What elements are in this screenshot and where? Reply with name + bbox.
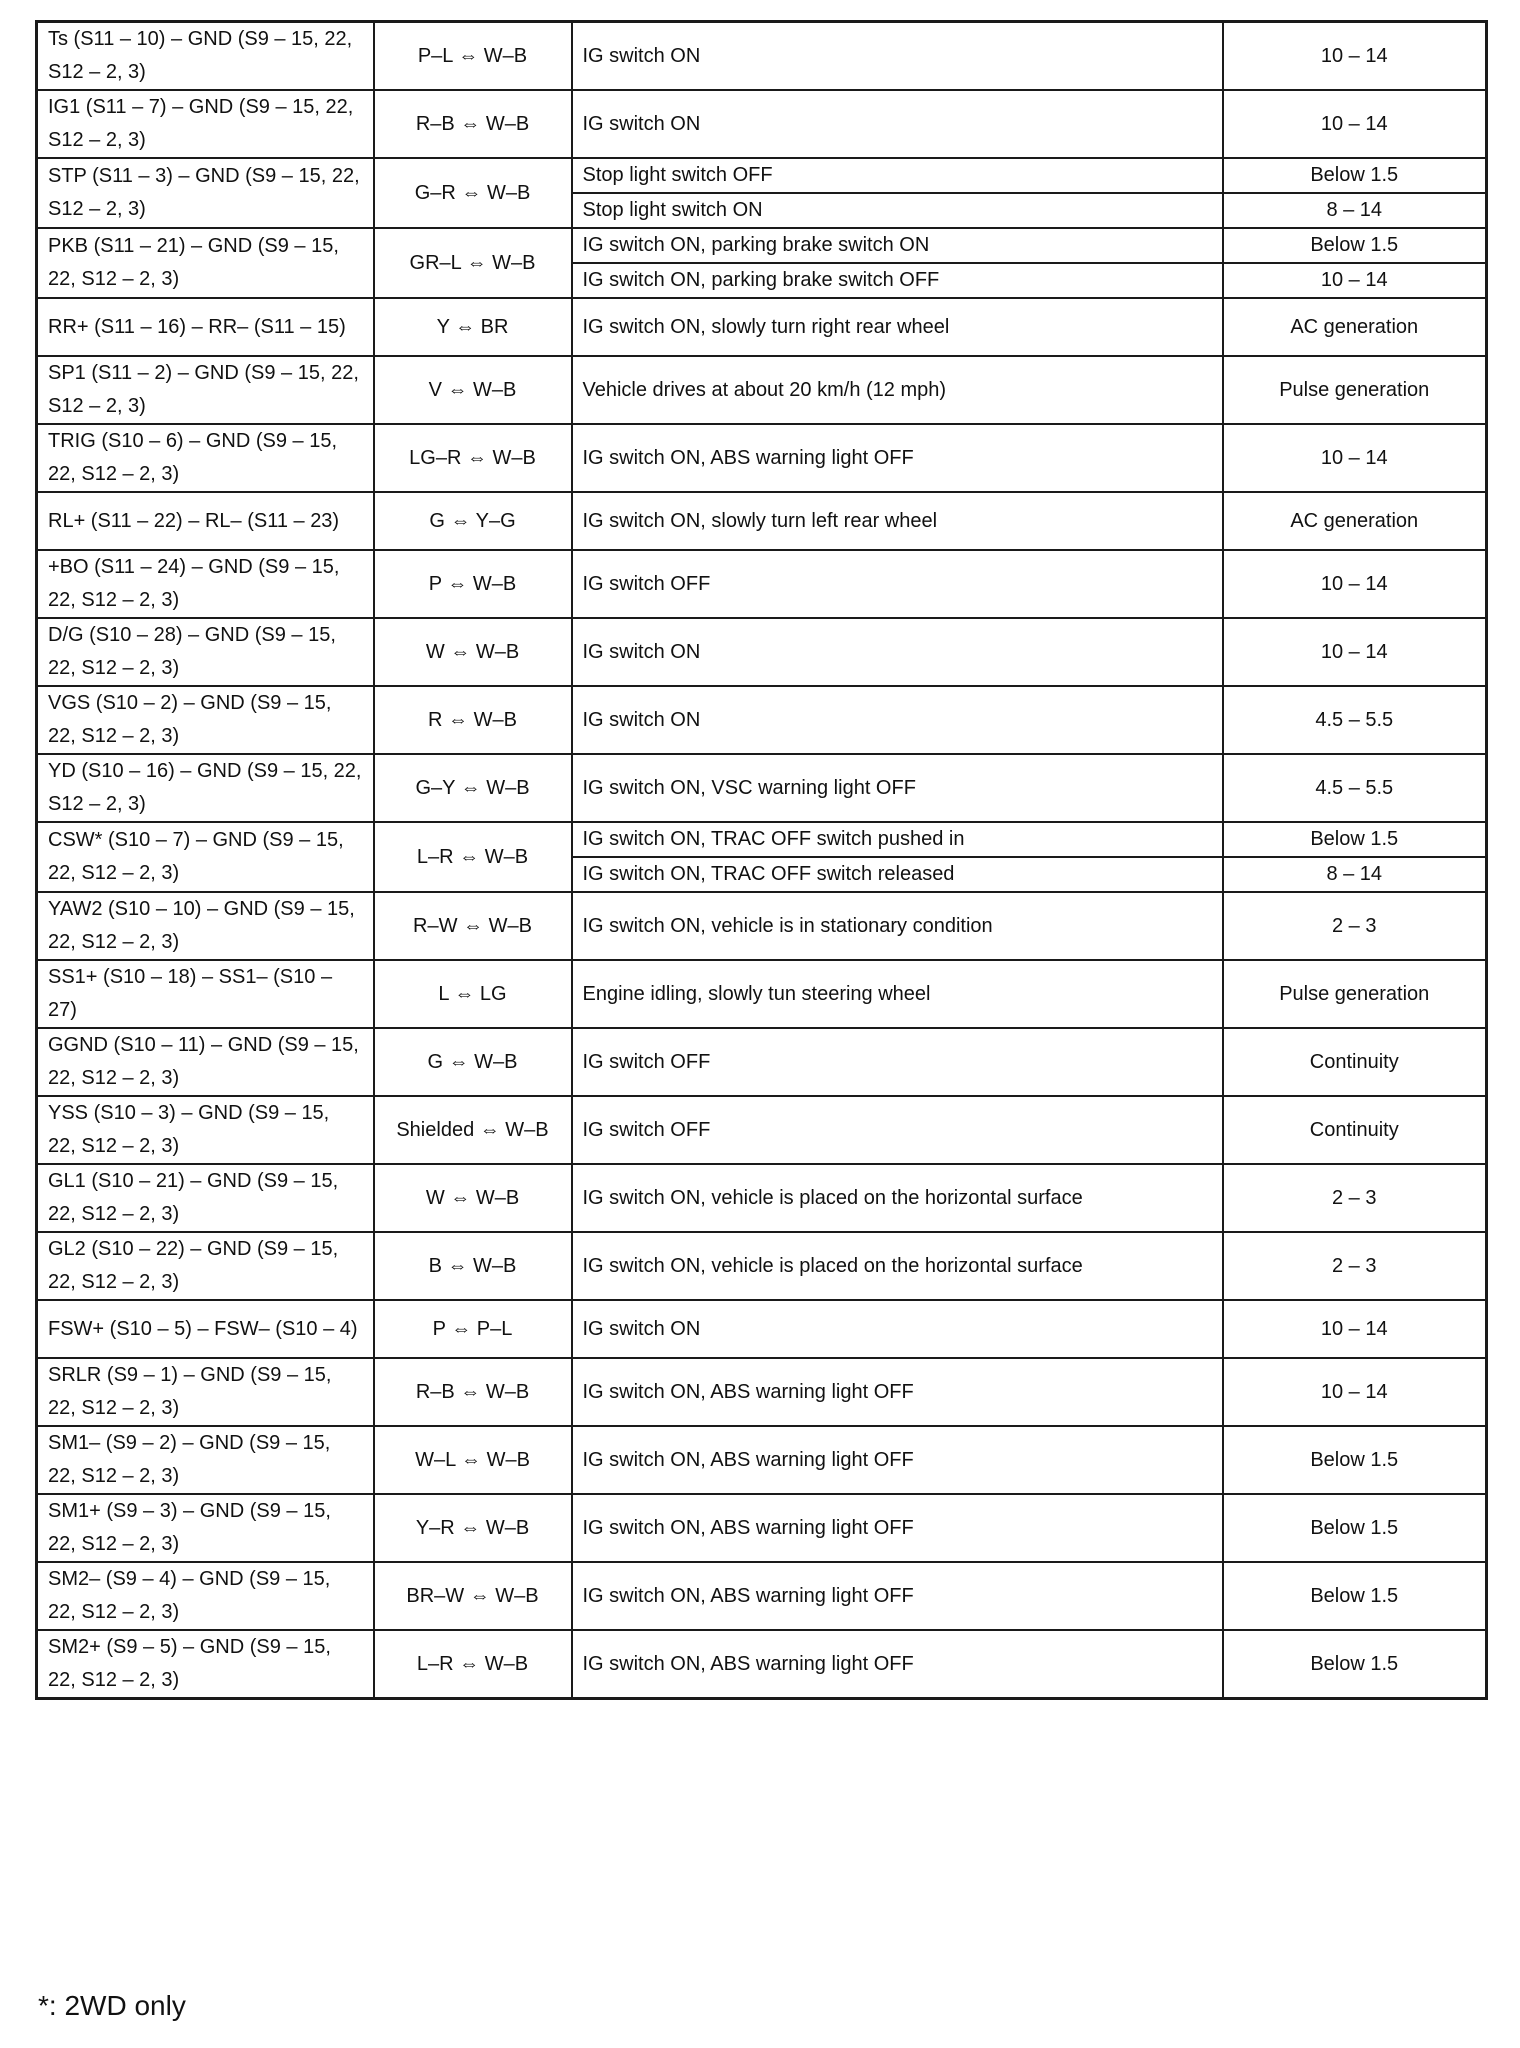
condition-cell: IG switch ON, ABS warning light OFF (572, 1630, 1223, 1699)
terminal-cell: +BO (S11 – 24) – GND (S9 – 15, 22, S12 – 2, 3) (37, 550, 374, 618)
condition-cell: IG switch ON, parking brake switch ON (572, 228, 1223, 263)
condition-cell: IG switch OFF (572, 550, 1223, 618)
condition-cell: IG switch ON (572, 686, 1223, 754)
wiring-color-cell: G–R ⇔ W–B (374, 158, 572, 228)
wiring-color-cell: LG–R ⇔ W–B (374, 424, 572, 492)
terminal-cell: GGND (S10 – 11) – GND (S9 – 15, 22, S12 – 2, 3) (37, 1028, 374, 1096)
terminal-cell: RL+ (S11 – 22) – RL– (S11 – 23) (37, 492, 374, 550)
condition-cell: IG switch ON, VSC warning light OFF (572, 754, 1223, 822)
table-row (37, 960, 1487, 1028)
table-row (37, 686, 1487, 754)
specified-condition-cell: 4.5 – 5.5 (1223, 686, 1487, 754)
terminal-cell: SM1+ (S9 – 3) – GND (S9 – 15, 22, S12 – 2, 3) (37, 1494, 374, 1562)
terminal-cell: SRLR (S9 – 1) – GND (S9 – 15, 22, S12 – 2, 3) (37, 1358, 374, 1426)
wiring-color-cell: W–L ⇔ W–B (374, 1426, 572, 1494)
condition-cell: IG switch ON (572, 22, 1223, 91)
wiring-color-cell: G ⇔ W–B (374, 1028, 572, 1096)
wiring-color-cell: R–B ⇔ W–B (374, 1358, 572, 1426)
specified-condition-cell: 2 – 3 (1223, 892, 1487, 960)
condition-cell: IG switch ON, ABS warning light OFF (572, 1358, 1223, 1426)
condition-cell: IG switch ON (572, 1300, 1223, 1358)
wiring-color-cell: W ⇔ W–B (374, 1164, 572, 1232)
terminal-cell: RR+ (S11 – 16) – RR– (S11 – 15) (37, 298, 374, 356)
condition-cell: Stop light switch ON (572, 193, 1223, 228)
wiring-color-cell: P–L ⇔ W–B (374, 22, 572, 91)
table-row (37, 1164, 1487, 1232)
specified-condition-cell: 10 – 14 (1223, 550, 1487, 618)
specified-condition-cell: Below 1.5 (1223, 158, 1487, 193)
table-row (37, 1562, 1487, 1630)
specified-condition-cell: AC generation (1223, 492, 1487, 550)
wiring-color-cell: Y ⇔ BR (374, 298, 572, 356)
table-row (37, 1358, 1487, 1426)
condition-cell: IG switch ON (572, 90, 1223, 158)
condition-cell: Vehicle drives at about 20 km/h (12 mph) (572, 356, 1223, 424)
specified-condition-cell: Below 1.5 (1223, 822, 1487, 857)
wiring-color-cell: P ⇔ P–L (374, 1300, 572, 1358)
specified-condition-cell: Below 1.5 (1223, 228, 1487, 263)
specified-condition-cell: Below 1.5 (1223, 1426, 1487, 1494)
wiring-color-cell: R–W ⇔ W–B (374, 892, 572, 960)
specified-condition-cell: 10 – 14 (1223, 1358, 1487, 1426)
condition-cell: Engine idling, slowly tun steering wheel (572, 960, 1223, 1028)
terminal-cell: Ts (S11 – 10) – GND (S9 – 15, 22, S12 – 2, 3) (37, 22, 374, 91)
terminal-spec-sheet (35, 20, 1488, 1700)
table-row (37, 754, 1487, 822)
terminal-cell: IG1 (S11 – 7) – GND (S9 – 15, 22, S12 – 2, 3) (37, 90, 374, 158)
table-row (37, 492, 1487, 550)
table-row (37, 892, 1487, 960)
table-row (37, 1232, 1487, 1300)
table-row (37, 1300, 1487, 1358)
condition-cell: IG switch OFF (572, 1096, 1223, 1164)
wiring-color-cell: V ⇔ W–B (374, 356, 572, 424)
specified-condition-cell: 2 – 3 (1223, 1232, 1487, 1300)
condition-cell: IG switch OFF (572, 1028, 1223, 1096)
specified-condition-cell: 8 – 14 (1223, 857, 1487, 892)
condition-cell: IG switch ON, ABS warning light OFF (572, 1494, 1223, 1562)
terminal-cell: D/G (S10 – 28) – GND (S9 – 15, 22, S12 – 2, 3) (37, 618, 374, 686)
wiring-color-cell: BR–W ⇔ W–B (374, 1562, 572, 1630)
specified-condition-cell: Pulse generation (1223, 356, 1487, 424)
wiring-color-cell: G ⇔ Y–G (374, 492, 572, 550)
specified-condition-cell: 4.5 – 5.5 (1223, 754, 1487, 822)
terminal-cell: TRIG (S10 – 6) – GND (S9 – 15, 22, S12 – 2, 3) (37, 424, 374, 492)
condition-cell: IG switch ON (572, 618, 1223, 686)
wiring-color-cell: L–R ⇔ W–B (374, 1630, 572, 1699)
terminal-cell: FSW+ (S10 – 5) – FSW– (S10 – 4) (37, 1300, 374, 1358)
specified-condition-cell: Continuity (1223, 1096, 1487, 1164)
condition-cell: IG switch ON, TRAC OFF switch released (572, 857, 1223, 892)
condition-cell: IG switch ON, vehicle is in stationary condition (572, 892, 1223, 960)
specified-condition-cell: 10 – 14 (1223, 22, 1487, 91)
terminal-cell: SS1+ (S10 – 18) – SS1– (S10 – 27) (37, 960, 374, 1028)
wiring-color-cell: P ⇔ W–B (374, 550, 572, 618)
table-row (37, 298, 1487, 356)
terminal-cell: CSW* (S10 – 7) – GND (S9 – 15, 22, S12 – 2, 3) (37, 822, 374, 892)
terminal-cell: STP (S11 – 3) – GND (S9 – 15, 22, S12 – 2, 3) (37, 158, 374, 228)
wiring-color-cell: Shielded ⇔ W–B (374, 1096, 572, 1164)
wiring-color-cell: W ⇔ W–B (374, 618, 572, 686)
wiring-color-cell: R–B ⇔ W–B (374, 90, 572, 158)
table-row (37, 550, 1487, 618)
table-row (37, 1630, 1487, 1699)
terminal-cell: PKB (S11 – 21) – GND (S9 – 15, 22, S12 – 2, 3) (37, 228, 374, 298)
table-row (37, 22, 1487, 91)
terminal-cell: VGS (S10 – 2) – GND (S9 – 15, 22, S12 – 2, 3) (37, 686, 374, 754)
table-row (37, 1426, 1487, 1494)
condition-cell: IG switch ON, vehicle is placed on the horizontal surface (572, 1164, 1223, 1232)
terminal-cell: SM2+ (S9 – 5) – GND (S9 – 15, 22, S12 – 2, 3) (37, 1630, 374, 1699)
condition-cell: IG switch ON, slowly turn right rear wheel (572, 298, 1223, 356)
wiring-color-cell: L ⇔ LG (374, 960, 572, 1028)
specified-condition-cell: Pulse generation (1223, 960, 1487, 1028)
specified-condition-cell: 10 – 14 (1223, 424, 1487, 492)
condition-cell: IG switch ON, ABS warning light OFF (572, 424, 1223, 492)
table-row (37, 90, 1487, 158)
table-row (37, 822, 1487, 857)
condition-cell: IG switch ON, TRAC OFF switch pushed in (572, 822, 1223, 857)
wiring-color-cell: L–R ⇔ W–B (374, 822, 572, 892)
condition-cell: IG switch ON, parking brake switch OFF (572, 263, 1223, 298)
wiring-color-cell: GR–L ⇔ W–B (374, 228, 572, 298)
specified-condition-cell: 10 – 14 (1223, 1300, 1487, 1358)
wiring-color-cell: Y–R ⇔ W–B (374, 1494, 572, 1562)
table-row (37, 1096, 1487, 1164)
wiring-color-cell: G–Y ⇔ W–B (374, 754, 572, 822)
terminal-voltage-table (35, 20, 1488, 1700)
wiring-color-cell: B ⇔ W–B (374, 1232, 572, 1300)
table-row (37, 356, 1487, 424)
specified-condition-cell: 10 – 14 (1223, 263, 1487, 298)
terminal-cell: SP1 (S11 – 2) – GND (S9 – 15, 22, S12 – 2, 3) (37, 356, 374, 424)
specified-condition-cell: Below 1.5 (1223, 1630, 1487, 1699)
terminal-cell: GL1 (S10 – 21) – GND (S9 – 15, 22, S12 – 2, 3) (37, 1164, 374, 1232)
table-row (37, 618, 1487, 686)
wiring-color-cell: R ⇔ W–B (374, 686, 572, 754)
table-row (37, 228, 1487, 263)
terminal-cell: YD (S10 – 16) – GND (S9 – 15, 22, S12 – 2, 3) (37, 754, 374, 822)
table-row (37, 424, 1487, 492)
condition-cell: IG switch ON, ABS warning light OFF (572, 1562, 1223, 1630)
specified-condition-cell: Below 1.5 (1223, 1494, 1487, 1562)
specified-condition-cell: 10 – 14 (1223, 618, 1487, 686)
specified-condition-cell: 8 – 14 (1223, 193, 1487, 228)
condition-cell: Stop light switch OFF (572, 158, 1223, 193)
terminal-cell: SM2– (S9 – 4) – GND (S9 – 15, 22, S12 – 2, 3) (37, 1562, 374, 1630)
specified-condition-cell: AC generation (1223, 298, 1487, 356)
table-row (37, 1494, 1487, 1562)
terminal-cell: GL2 (S10 – 22) – GND (S9 – 15, 22, S12 – 2, 3) (37, 1232, 374, 1300)
specified-condition-cell: 2 – 3 (1223, 1164, 1487, 1232)
terminal-cell: SM1– (S9 – 2) – GND (S9 – 15, 22, S12 – 2, 3) (37, 1426, 374, 1494)
condition-cell: IG switch ON, slowly turn left rear wheel (572, 492, 1223, 550)
condition-cell: IG switch ON, vehicle is placed on the horizontal surface (572, 1232, 1223, 1300)
table-row (37, 1028, 1487, 1096)
specified-condition-cell: 10 – 14 (1223, 90, 1487, 158)
specified-condition-cell: Below 1.5 (1223, 1562, 1487, 1630)
footnote: *: 2WD only (38, 1990, 186, 2021)
specified-condition-cell: Continuity (1223, 1028, 1487, 1096)
table-body (37, 22, 1487, 1699)
condition-cell: IG switch ON, ABS warning light OFF (572, 1426, 1223, 1494)
terminal-cell: YAW2 (S10 – 10) – GND (S9 – 15, 22, S12 – 2, 3) (37, 892, 374, 960)
terminal-cell: YSS (S10 – 3) – GND (S9 – 15, 22, S12 – 2, 3) (37, 1096, 374, 1164)
table-row (37, 158, 1487, 193)
